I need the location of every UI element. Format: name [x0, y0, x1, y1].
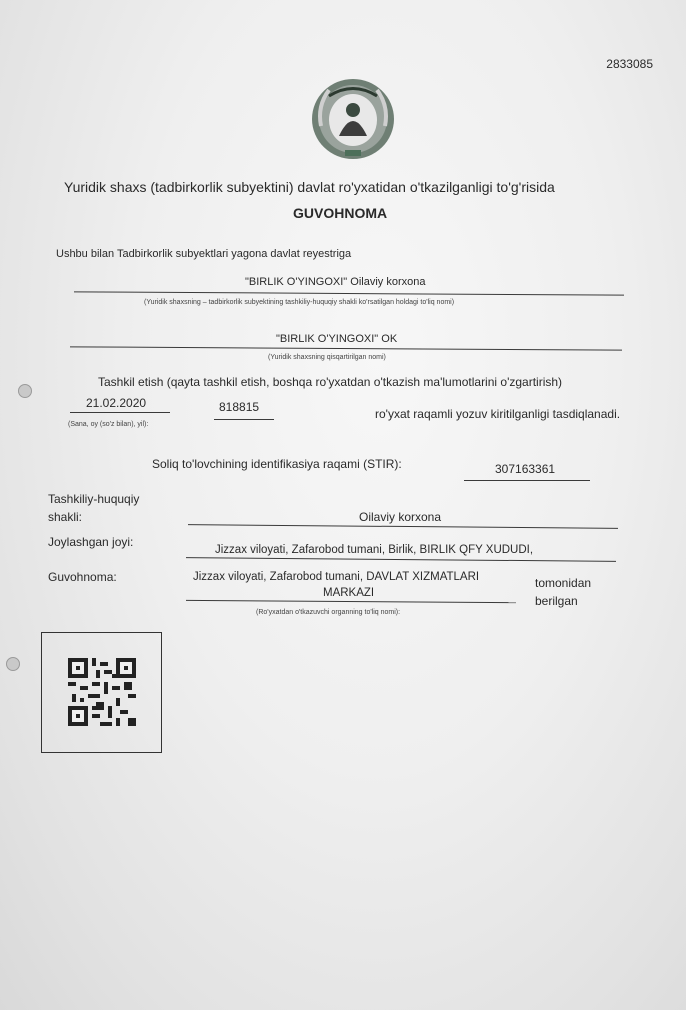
date-caption: (Sana, oy (so'z bilan), yil): — [68, 421, 149, 428]
underline — [70, 412, 170, 413]
address-value: Jizzax viloyati, Zafarobod tumani, Birlik, BIRLIK QFY XUDUDI, — [215, 544, 534, 556]
punch-hole-icon — [18, 384, 32, 398]
underline — [74, 291, 624, 295]
issuer-caption: (Ro'yxatdan o'tkazuvchi organning to'liq nomi): — [256, 609, 401, 616]
underline — [70, 346, 622, 350]
address-label: Joylashgan joyi: — [48, 535, 134, 549]
underline — [186, 600, 516, 603]
document-number: 2833085 — [606, 57, 653, 71]
form-label-line1: Tashkiliy-huquqiy — [48, 492, 140, 506]
full-name-value: "BIRLIK O'YINGOXI" Oilaviy korxona — [245, 276, 426, 288]
underline — [186, 557, 616, 562]
establish-text: Tashkil etish (qayta tashkil etish, boshqa ro'yxatdan o'tkazish ma'lumotlarini o'zgartirish) — [98, 375, 563, 389]
underline — [188, 524, 618, 529]
form-label-line2: shakli: — [48, 510, 83, 524]
qr-code-icon — [68, 658, 136, 726]
underline — [214, 419, 274, 420]
underline — [464, 480, 590, 481]
short-name-value: "BIRLIK O'YINGOXI" OK — [276, 333, 398, 345]
short-name-caption: (Yuridik shaxsning qisqartirilgan nomi) — [268, 354, 386, 361]
intro-text: Ushbu bilan Tadbirkorlik subyektlari yagona davlat reyestriga — [56, 248, 352, 260]
page-title: GUVOHNOMA — [293, 205, 388, 221]
punch-hole-icon — [6, 657, 20, 671]
stir-label: Soliq to'lovchining identifikasiya raqami (STIR): — [152, 457, 402, 471]
certificate-label: Guvohnoma: — [48, 570, 117, 584]
issuer-value-line1: Jizzax viloyati, Zafarobod tumani, DAVLAT XIZMATLARI — [193, 571, 480, 583]
form-value: Oilaviy korxona — [359, 510, 442, 524]
issued-by-line1: tomonidan — [535, 576, 592, 590]
issuer-value-line2: MARKAZI — [323, 587, 375, 599]
document-title: Yuridik shaxs (tadbirkorlik subyektini) davlat ro'yxatidan o'tkazilganligi to'g'risida — [64, 179, 555, 195]
registration-number-value: 818815 — [219, 400, 260, 414]
state-emblem-icon — [309, 76, 397, 162]
stir-value: 307163361 — [495, 462, 556, 476]
issued-by-line2: berilgan — [535, 594, 578, 608]
confirm-text: ro'yxat raqamli yozuv kiritilganligi tasdiqlanadi. — [375, 407, 621, 421]
qr-code-frame — [41, 632, 162, 753]
date-value: 21.02.2020 — [86, 396, 147, 410]
full-name-caption: (Yuridik shaxsning – tadbirkorlik subyektining tashkiliy-huquqiy shakli ko'rsatilgan holdagi to'liq nomi) — [144, 299, 455, 306]
